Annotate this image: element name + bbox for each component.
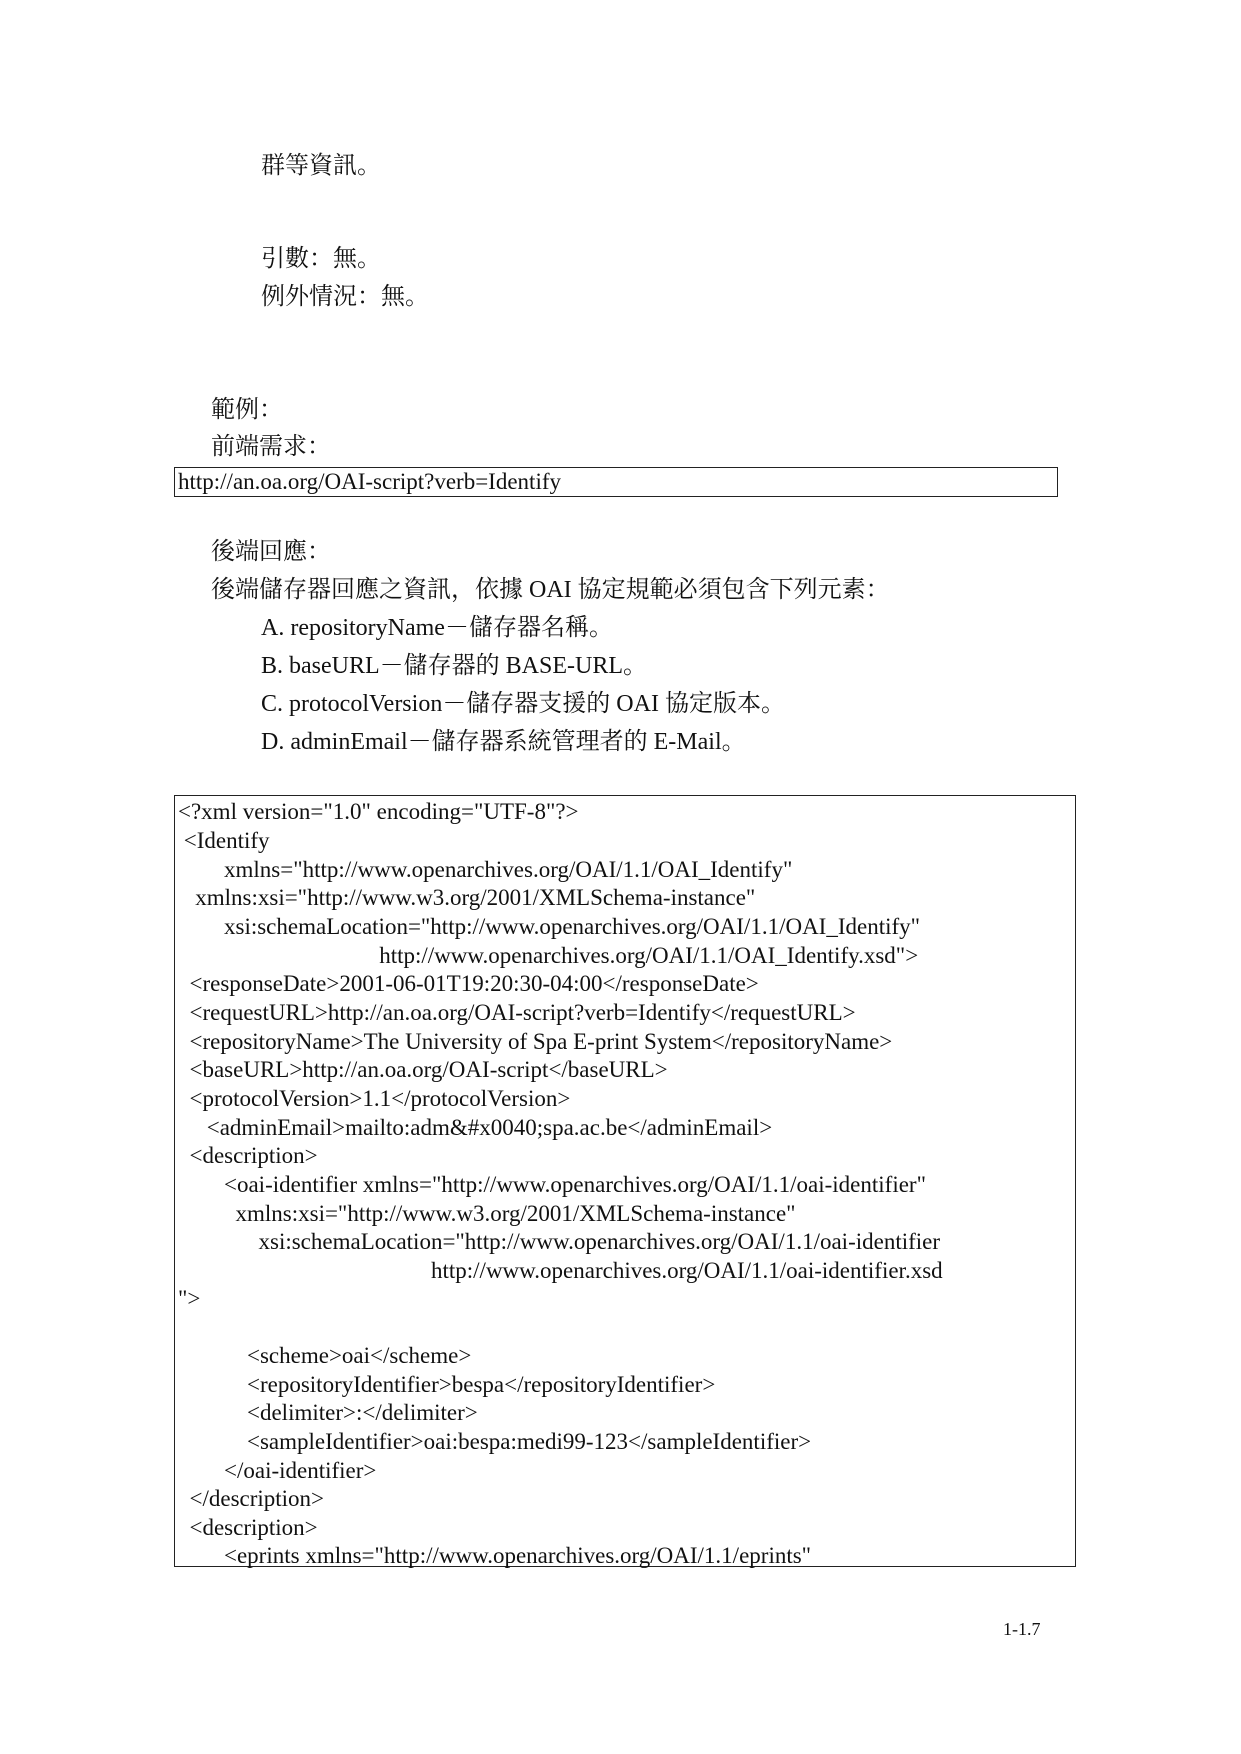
xml-line: http://www.openarchives.org/OAI/1.1/oai-identifier.xsd [178, 1258, 943, 1283]
xml-line: <eprints xmlns="http://www.openarchives.org/OAI/1.1/eprints" [178, 1543, 812, 1568]
xml-response-box [174, 795, 1076, 1567]
xml-line: <repositoryIdentifier>bespa</repositoryIdentifier> [178, 1372, 716, 1397]
xml-line: <sampleIdentifier>oai:bespa:medi99-123</sampleIdentifier> [178, 1429, 812, 1454]
arguments-text: 引數：無。 [261, 246, 381, 272]
xml-line: xmlns="http://www.openarchives.org/OAI/1.1/OAI_Identify" [178, 857, 793, 882]
xml-line: <description> [178, 1515, 318, 1540]
page-number: 1-1.7 [1003, 1619, 1041, 1639]
xml-line: <Identify [178, 828, 270, 853]
xml-line: <baseURL>http://an.oa.org/OAI-script</baseURL> [178, 1057, 668, 1082]
request-url: http://an.oa.org/OAI-script?verb=Identify [178, 469, 561, 494]
xml-line: xmlns:xsi="http://www.w3.org/2001/XMLSchema-instance" [178, 885, 756, 910]
xml-line: <delimiter>:</delimiter> [178, 1400, 478, 1425]
request-url-box [174, 467, 1058, 497]
xml-line: <oai-identifier xmlns="http://www.openarchives.org/OAI/1.1/oai-identifier" [178, 1172, 926, 1197]
response-label: 後端回應： [211, 539, 331, 565]
xml-line: <protocolVersion>1.1</protocolVersion> [178, 1086, 571, 1111]
xml-line: xsi:schemaLocation="http://www.openarchives.org/OAI/1.1/OAI_Identify" [178, 914, 921, 939]
xml-line: <responseDate>2001-06-01T19:20:30-04:00</responseDate> [178, 971, 759, 996]
xml-line: <scheme>oai</scheme> [178, 1343, 472, 1368]
xml-line: xmlns:xsi="http://www.w3.org/2001/XMLSchema-instance" [178, 1201, 796, 1226]
element-item-a: A. repositoryName－儲存器名稱。 [261, 615, 613, 641]
xml-line: <?xml version="1.0" encoding="UTF-8"?> [178, 799, 579, 824]
xml-line: <requestURL>http://an.oa.org/OAI-script?verb=Identify</requestURL> [178, 1000, 856, 1025]
example-heading: 範例： [211, 397, 283, 423]
xml-line: </description> [178, 1486, 325, 1511]
xml-line: xsi:schemaLocation="http://www.openarchives.org/OAI/1.1/oai-identifier [178, 1229, 941, 1254]
xml-line: <adminEmail>mailto:adm&#x0040;spa.ac.be</adminEmail> [178, 1115, 773, 1140]
intro-continuation: 群等資訊。 [261, 153, 381, 179]
xml-line: <description> [178, 1143, 318, 1168]
element-item-b: B. baseURL－儲存器的 BASE-URL。 [261, 653, 647, 679]
request-label: 前端需求： [211, 434, 331, 460]
element-item-d: D. adminEmail－儲存器系統管理者的 E-Mail。 [261, 729, 746, 755]
xml-line: <repositoryName>The University of Spa E-print System</repositoryName> [178, 1029, 893, 1054]
element-item-c: C. protocolVersion－儲存器支援的 OAI 協定版本。 [261, 691, 785, 717]
exceptions-text: 例外情況：無。 [261, 284, 429, 310]
xml-line: </oai-identifier> [178, 1458, 377, 1483]
xml-line: http://www.openarchives.org/OAI/1.1/OAI_Identify.xsd"> [178, 943, 919, 968]
response-description: 後端儲存器回應之資訊，依據 OAI 協定規範必須包含下列元素： [211, 577, 890, 603]
xml-line: "> [178, 1286, 201, 1311]
